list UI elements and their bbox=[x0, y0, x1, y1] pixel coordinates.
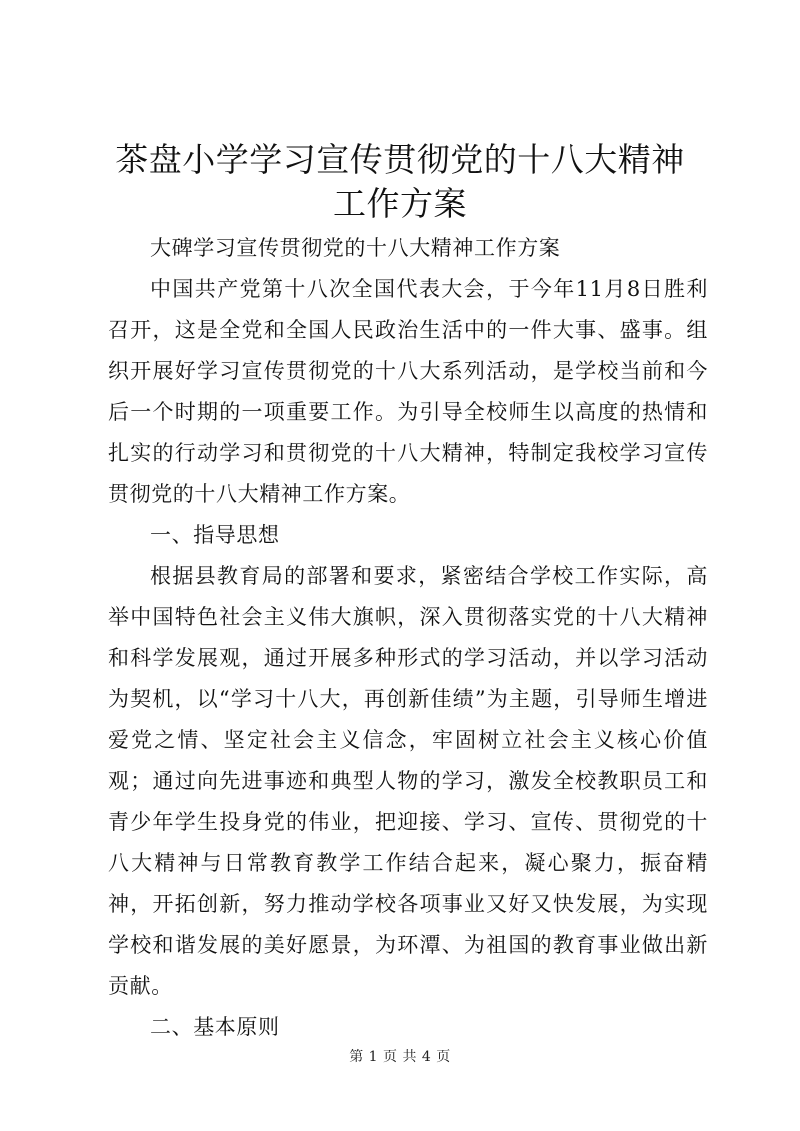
section-heading-basic-principles: 二、基本原则 bbox=[150, 1015, 280, 1039]
intro-paragraph: 中国共产党第十八次全国代表大会，于今年11月8日胜利召开，这是全党和全国人民政治生活中的一件大事、盛事。组织开展好学习宣传贯彻党的十八大系列活动，是学校当前和今后一个时期的一项重要工作。为引导全校师生以高度的热情和扎实的行动学习和贯彻党的十八大精神，特制定我校学习宣传贯彻党的十八大精神工作方案。 bbox=[108, 277, 708, 506]
subtitle-paragraph: 大碑学习宣传贯彻党的十八大精神工作方案 bbox=[150, 236, 561, 260]
document-body bbox=[108, 228, 708, 1048]
section-heading-guiding-thought: 一、指导思想 bbox=[150, 523, 280, 547]
page-footer: 第 1 页 共 4 页 bbox=[349, 1049, 451, 1065]
guiding-thought-paragraph: 根据县教育局的部署和要求，紧密结合学校工作实际，高举中国特色社会主义伟大旗帜，深入贯彻落实党的十八大精神和科学发展观，通过开展多种形式的学习活动，并以学习活动为契机，以“学习十八大，再创新佳绩”为主题，引导师生增进爱党之情、坚定社会主义信念，牢固树立社会主义核心价值观；通过向先进事迹和典型人物的学习，激发全校教职员工和青少年学生投身党的伟业，把迎接、学习、宣传、贯彻党的十八大精神与日常教育教学工作结合起来，凝心聚力，振奋精神，开拓创新，努力推动学校各项事业又好又快发展，为实现学校和谐发展的美好愿景，为环潭、为祖国的教育事业做出新贡献。 bbox=[108, 564, 708, 998]
document-title: 茶盘小学学习宣传贯彻党的十八大精神工作方案 bbox=[115, 140, 685, 223]
